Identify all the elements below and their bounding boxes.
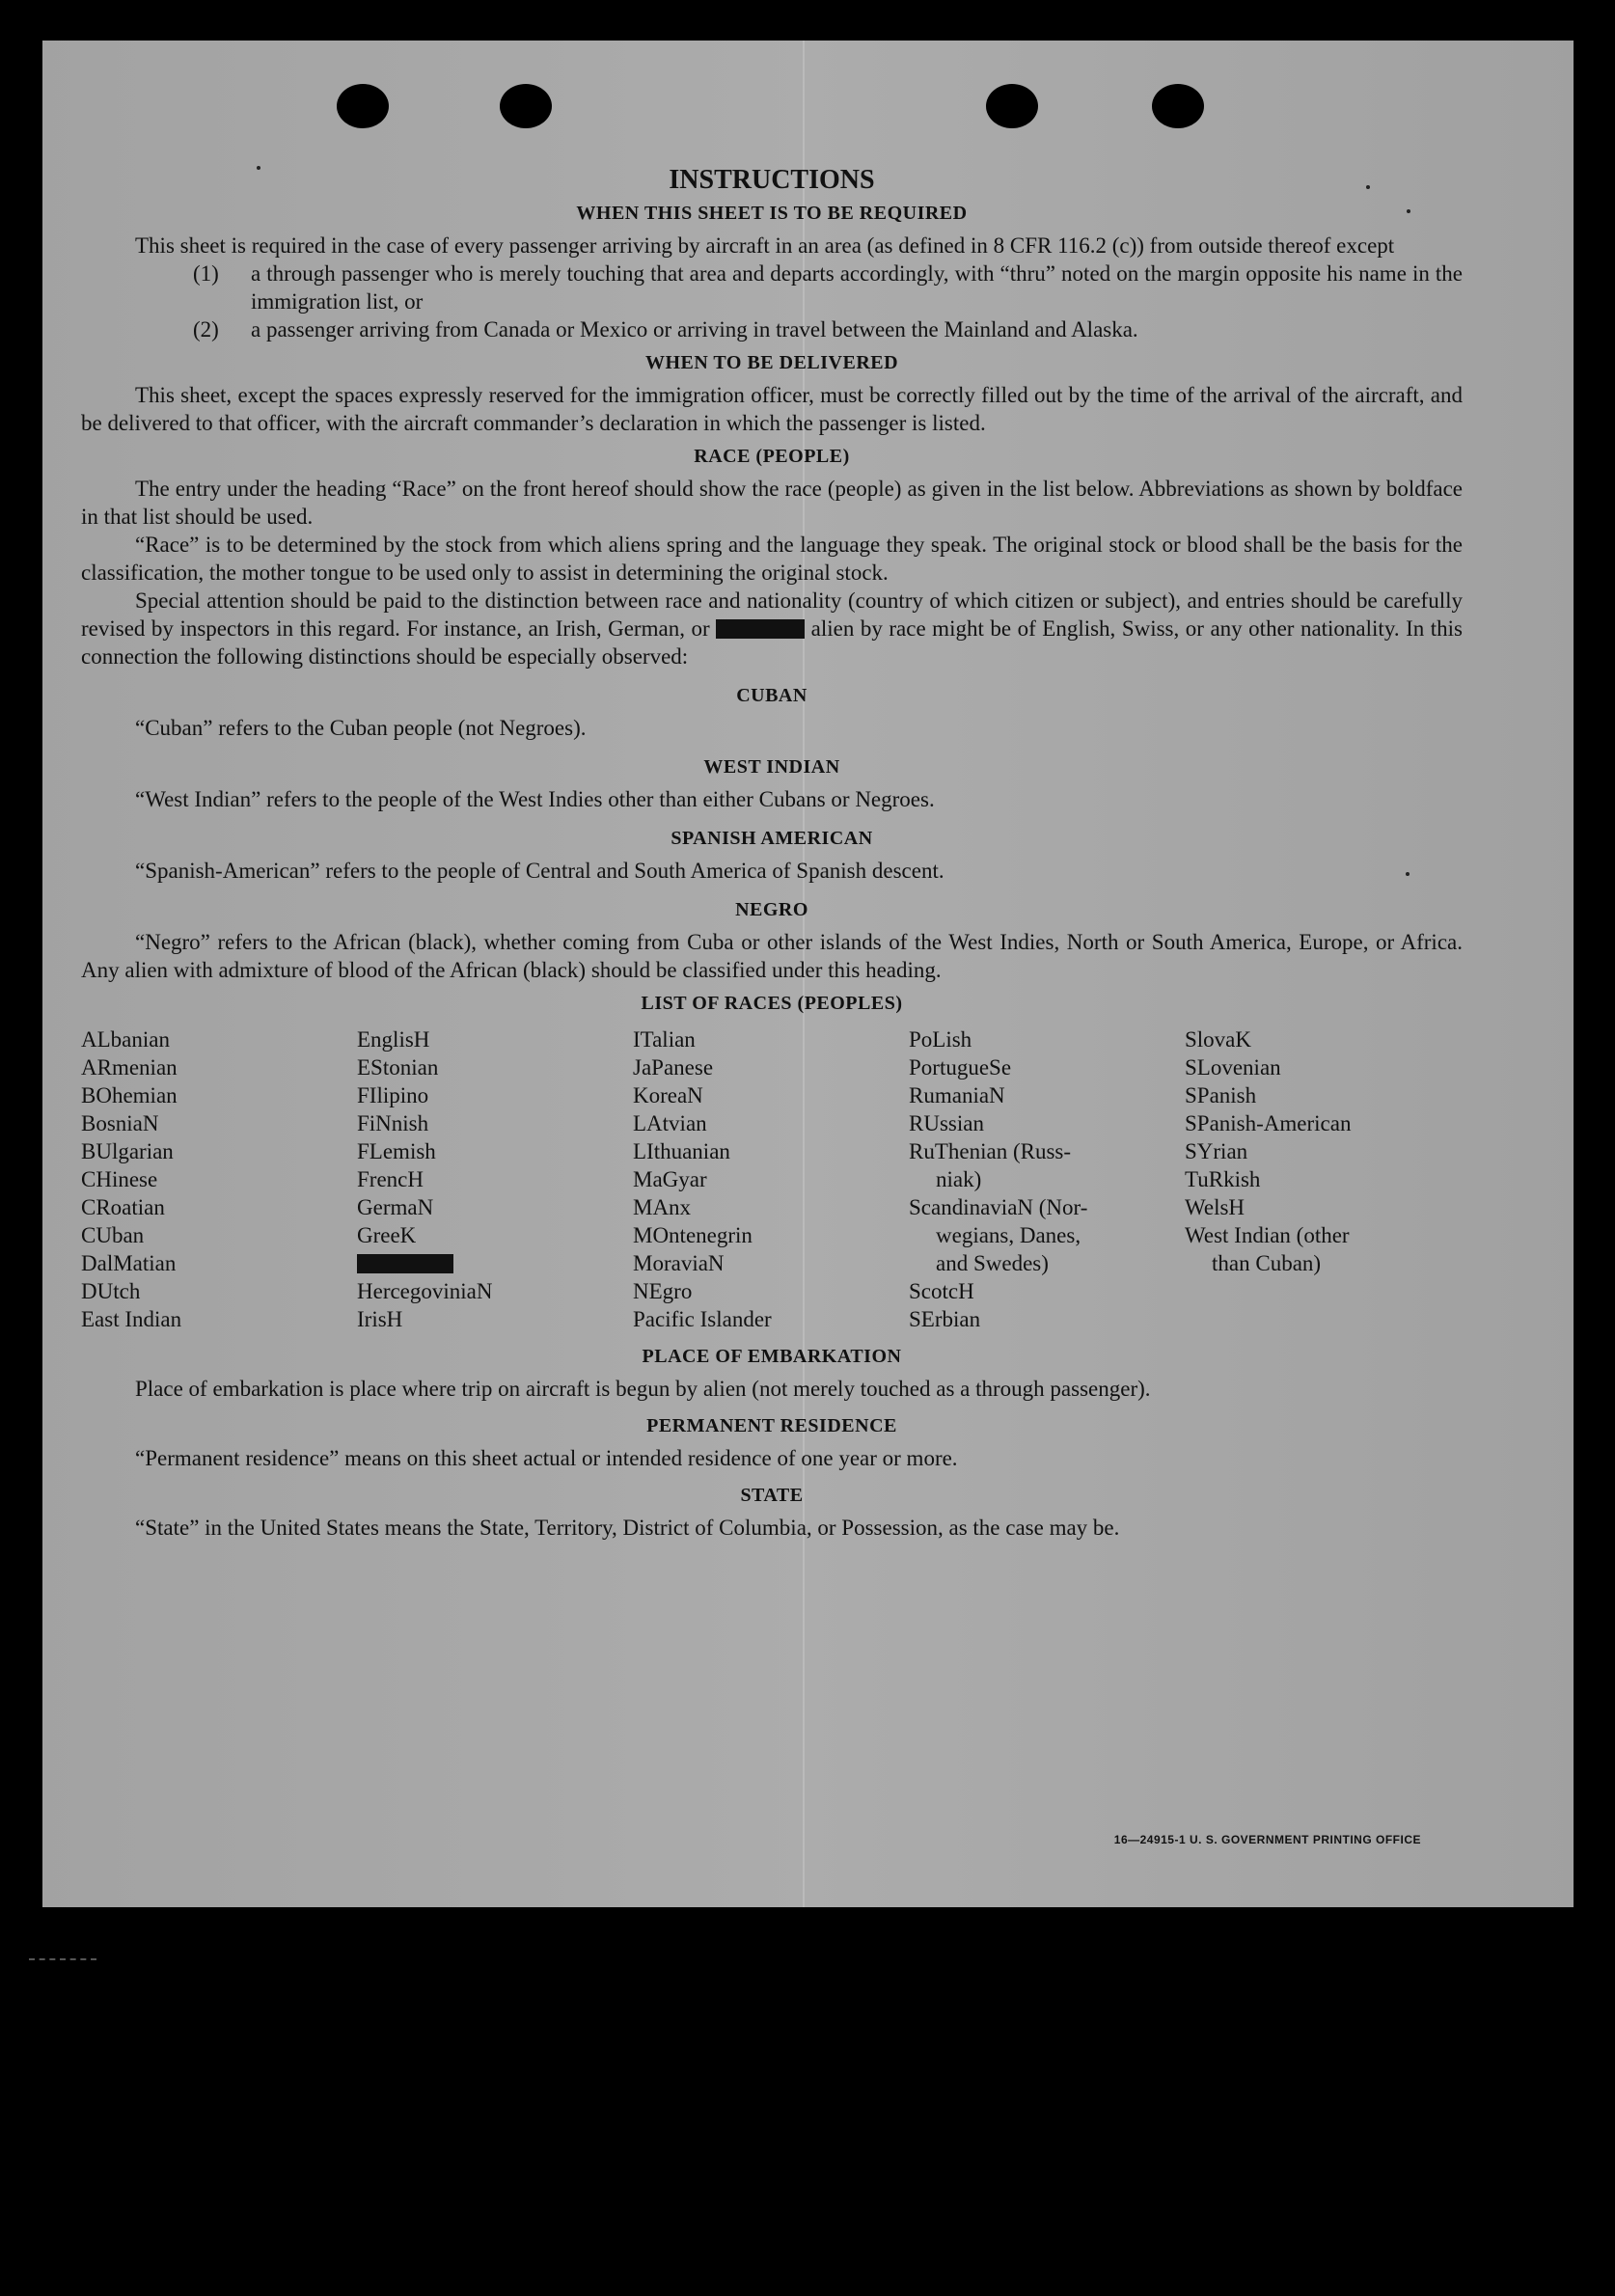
race-entry: SPanish <box>1185 1083 1257 1107</box>
race-paragraph-1: The entry under the heading “Race” on the front hereof should show the race (people) as given in the list below. Abbreviations as shown by boldface in that list should be used. <box>81 477 1463 529</box>
scan-artifact <box>29 1958 96 1962</box>
race-entry: GermaN <box>357 1195 434 1219</box>
spanish-american-text: “Spanish-American” refers to the people of Central and South America of Spanish descent. <box>135 859 944 883</box>
race-entry: DalMatian <box>81 1251 177 1275</box>
heading-delivered: WHEN TO BE DELIVERED <box>644 352 899 373</box>
punch-hole <box>337 84 389 128</box>
race-paragraph-3a: Special attention should be paid to the distinction between race and nationality (country of which citizen or subject), and entries should be carefully revised by inspectors in this regard. For instance, an Irish, German, or <box>81 588 1463 641</box>
race-entry: SErbian <box>909 1307 981 1331</box>
instructions-content <box>81 166 1463 1542</box>
race-entry: JaPanese <box>633 1055 714 1080</box>
west-indian-text: “West Indian” refers to the people of the West Indies other than either Cubans or Negroes. <box>135 787 935 811</box>
exception-number: (2) <box>193 317 219 342</box>
race-entry: West Indian (other <box>1185 1223 1350 1247</box>
exception-item <box>193 260 1463 315</box>
race-entry: and Swedes) <box>936 1251 1049 1275</box>
race-entry: niak) <box>936 1167 982 1191</box>
page-title: INSTRUCTIONS <box>669 165 875 195</box>
embarkation-text: Place of embarkation is place where trip on aircraft is begun by alien (not merely touched as a through passenger). <box>135 1377 1151 1401</box>
race-entry: DUtch <box>81 1279 141 1303</box>
punch-hole <box>986 84 1038 128</box>
race-paragraph-3b: alien by race might be of English, Swiss, or any other nationality. In this connection the following distinctions should be especially observed: <box>81 616 1463 669</box>
race-entry: BOhemian <box>81 1083 178 1107</box>
heading-negro: NEGRO <box>735 899 808 920</box>
heading-embarkation: PLACE OF EMBARKATION <box>642 1346 902 1367</box>
race-entry: BosniaN <box>81 1111 159 1135</box>
races-column <box>1185 1025 1461 1333</box>
print-code-footer: 16—24915-1 U. S. GOVERNMENT PRINTING OFFICE <box>1113 1833 1421 1846</box>
race-entry: RuThenian (Russ- <box>909 1139 1072 1163</box>
race-entry: LIthuanian <box>633 1139 730 1163</box>
races-column <box>909 1025 1185 1333</box>
race-entry: FLemish <box>357 1139 436 1163</box>
race-entry: SlovaK <box>1185 1027 1251 1052</box>
race-entry: PoLish <box>909 1027 972 1052</box>
race-entry: East Indian <box>81 1307 182 1331</box>
race-entry: NEgro <box>633 1279 693 1303</box>
race-entry: ScotcH <box>909 1279 974 1303</box>
race-entry: KoreaN <box>633 1083 703 1107</box>
residence-text: “Permanent residence” means on this sheet actual or intended residence of one year or more. <box>135 1446 958 1470</box>
race-entry: CUban <box>81 1223 145 1247</box>
document-sheet <box>42 41 1574 1907</box>
heading-races-list: LIST OF RACES (PEOPLES) <box>641 993 903 1014</box>
heading-spanish-american: SPANISH AMERICAN <box>671 828 873 849</box>
race-entry: MaGyar <box>633 1167 707 1191</box>
race-entry: FiNnish <box>357 1111 429 1135</box>
races-list <box>81 1025 1463 1333</box>
race-entry: HercegoviniaN <box>357 1279 493 1303</box>
race-entry: than Cuban) <box>1212 1251 1322 1275</box>
redaction-mark <box>716 619 805 639</box>
race-entry: CRoatian <box>81 1195 165 1219</box>
races-column <box>81 1025 357 1333</box>
race-entry: BUlgarian <box>81 1139 174 1163</box>
race-entry: ITalian <box>633 1027 696 1052</box>
state-text: “State” in the United States means the State, Territory, District of Columbia, or Possession, as the case may be. <box>135 1516 1120 1540</box>
exception-number: (1) <box>193 261 219 286</box>
heading-residence: PERMANENT RESIDENCE <box>646 1415 897 1436</box>
heading-race: RACE (PEOPLE) <box>694 446 850 467</box>
redaction-mark <box>357 1254 453 1273</box>
race-entry: IrisH <box>357 1307 403 1331</box>
race-paragraph-3 <box>81 587 1463 670</box>
exception-text: a passenger arriving from Canada or Mexico or arriving in travel between the Mainland and Alaska. <box>251 317 1138 342</box>
race-entry: PortugueSe <box>909 1055 1012 1080</box>
race-entry: LAtvian <box>633 1111 707 1135</box>
heading-cuban: CUBAN <box>736 685 808 706</box>
race-entry: MAnx <box>633 1195 692 1219</box>
punch-hole <box>500 84 552 128</box>
race-entry: EnglisH <box>357 1027 430 1052</box>
punch-hole <box>1152 84 1204 128</box>
race-entry: ARmenian <box>81 1055 178 1080</box>
race-entry: ScandinaviaN (Nor- <box>909 1195 1088 1219</box>
exception-item <box>193 315 1463 343</box>
race-entry: TuRkish <box>1185 1167 1261 1191</box>
race-entry: FrencH <box>357 1167 424 1191</box>
required-intro: This sheet is required in the case of every passenger arriving by aircraft in an area (as defined in 8 CFR 116.2 (c)) from outside thereof except <box>135 233 1395 258</box>
exception-text: a through passenger who is merely touching that area and departs accordingly, with “thru” noted on the margin opposite his name in the immigration list, or <box>251 261 1463 314</box>
heading-required: WHEN THIS SHEET IS TO BE REQUIRED <box>576 203 968 224</box>
race-entry: MOntenegrin <box>633 1223 753 1247</box>
race-entry: ALbanian <box>81 1027 170 1052</box>
races-column <box>633 1025 909 1333</box>
delivered-text: This sheet, except the spaces expressly reserved for the immigration officer, must be correctly filled out by the time of the arrival of the aircraft, and be delivered to that officer, with the aircraft commander’s declaration in which the passenger is listed. <box>81 383 1463 435</box>
heading-state: STATE <box>740 1485 804 1506</box>
race-entry: SLovenian <box>1185 1055 1281 1080</box>
race-paragraph-2: “Race” is to be determined by the stock from which aliens spring and the language they speak. The original stock or blood shall be the basis for the classification, the mother tongue to be used only to assist in determining the original stock. <box>81 533 1463 585</box>
race-entry: GreeK <box>357 1223 417 1247</box>
race-entry: wegians, Danes, <box>936 1223 1081 1247</box>
races-column <box>357 1025 633 1333</box>
race-entry: MoraviaN <box>633 1251 725 1275</box>
race-entry: SPanish-American <box>1185 1111 1352 1135</box>
race-entry: EStonian <box>357 1055 439 1080</box>
race-entry: CHinese <box>81 1167 158 1191</box>
race-entry: RUssian <box>909 1111 984 1135</box>
race-entry: Pacific Islander <box>633 1307 772 1331</box>
race-entry: WelsH <box>1185 1195 1245 1219</box>
race-entry-redacted <box>357 1249 633 1277</box>
race-entry: SYrian <box>1185 1139 1248 1163</box>
heading-west-indian: WEST INDIAN <box>703 756 840 778</box>
race-entry: RumaniaN <box>909 1083 1005 1107</box>
negro-text: “Negro” refers to the African (black), whether coming from Cuba or other islands of the West Indies, North or South America, Europe, or Africa. Any alien with admixture of blood of the African (black) should be classified under this heading. <box>81 930 1463 982</box>
cuban-text: “Cuban” refers to the Cuban people (not Negroes). <box>135 716 587 740</box>
race-entry: FIlipino <box>357 1083 429 1107</box>
